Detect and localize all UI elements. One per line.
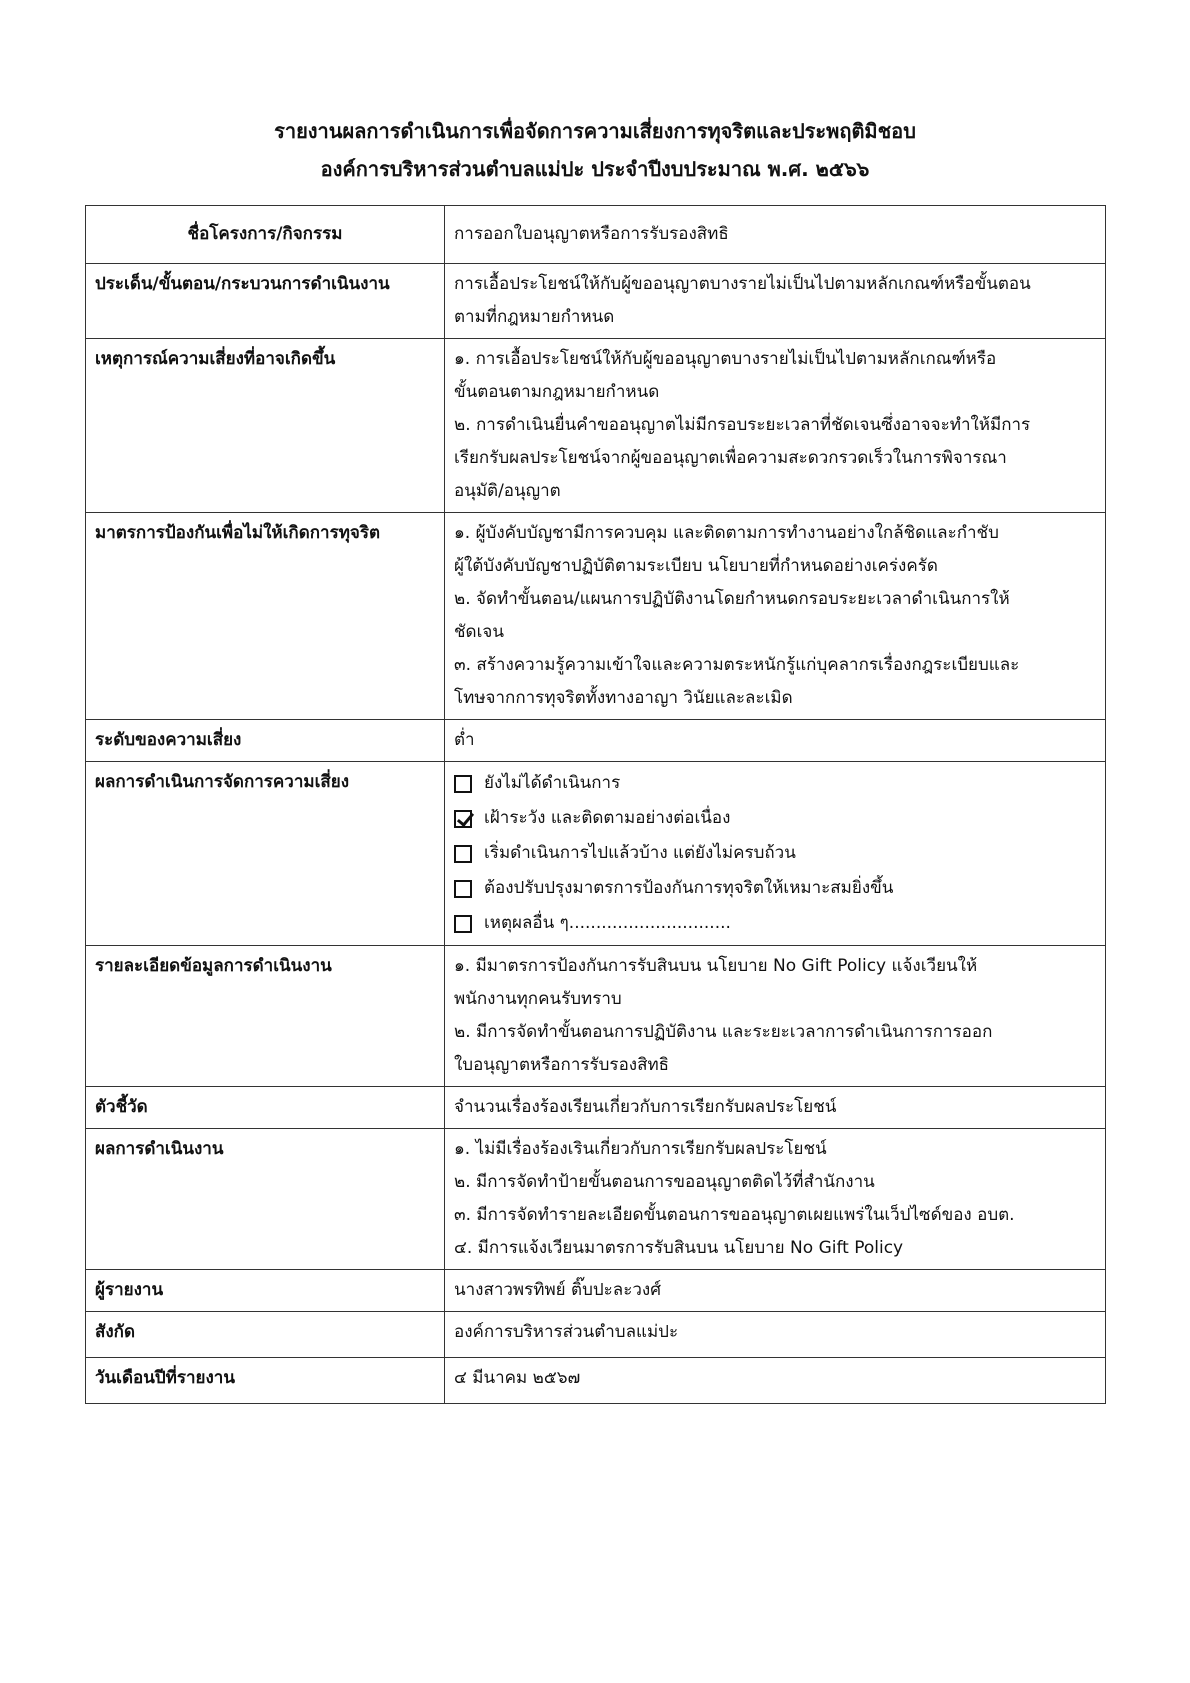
report-title <box>0 112 1190 188</box>
row-reporter <box>86 1270 1106 1312</box>
label-reporter: ผู้รายงาน <box>86 1270 445 1312</box>
row-outcome <box>86 1129 1106 1270</box>
value-reporter: นางสาวพรทิพย์ ติ๊บปะละวงศ์ <box>445 1270 1106 1312</box>
outcome-line-2: ๒. มีการจัดทำป้ายขั้นตอนการขออนุญาตติดไว้ที่สำนักงาน <box>454 1172 875 1192</box>
value-prevention <box>445 513 1106 720</box>
risk-option-4[interactable] <box>454 871 1096 906</box>
checkbox-icon[interactable] <box>454 880 472 898</box>
row-risk-event <box>86 339 1106 513</box>
value-outcome <box>445 1129 1106 1270</box>
risk-event-line-3: ๒. การดำเนินยื่นคำขออนุญาตไม่มีกรอบระยะเวลาที่ชัดเจนซึ่งอาจจะทำให้มีการ <box>454 415 1031 435</box>
checkbox-icon[interactable] <box>454 845 472 863</box>
label-affiliation: สังกัด <box>86 1312 445 1358</box>
checkbox-icon[interactable] <box>454 775 472 793</box>
prevention-line-5: ๓. สร้างความรู้ความเข้าใจและความตระหนักรู้แก่บุคลากรเรื่องกฎระเบียบและ <box>454 655 1020 675</box>
value-risk-event <box>445 339 1106 513</box>
checkbox-checked-icon[interactable] <box>454 810 472 828</box>
risk-option-3-label: เริ่มดำเนินการไปแล้วบ้าง แต่ยังไม่ครบถ้วน <box>484 843 796 863</box>
risk-option-2-label: เฝ้าระวัง และติดตามอย่างต่อเนื่อง <box>484 808 731 828</box>
value-indicator: จำนวนเรื่องร้องเรียนเกี่ยวกับการเรียกรับผลประโยชน์ <box>445 1087 1106 1129</box>
row-details <box>86 946 1106 1087</box>
label-details: รายละเอียดข้อมูลการดำเนินงาน <box>86 946 445 1087</box>
row-affiliation <box>86 1312 1106 1358</box>
label-prevention: มาตรการป้องกันเพื่อไม่ให้เกิดการทุจริต <box>86 513 445 720</box>
label-outcome: ผลการดำเนินงาน <box>86 1129 445 1270</box>
details-line-3: ๒. มีการจัดทำขั้นตอนการปฏิบัติงาน และระยะเวลาการดำเนินการการออก <box>454 1022 993 1042</box>
row-risk-result <box>86 762 1106 946</box>
value-affiliation: องค์การบริหารส่วนตำบลแม่ปะ <box>445 1312 1106 1358</box>
risk-event-line-4: เรียกรับผลประโยชน์จากผู้ขออนุญาตเพื่อความสะดวกรวดเร็วในการพิจารณา <box>454 448 1007 468</box>
report-title-line-2: องค์การบริหารส่วนตำบลแม่ปะ ประจำปีงบประมาณ พ.ศ. ๒๕๖๖ <box>320 157 870 181</box>
risk-option-1[interactable] <box>454 766 1096 801</box>
outcome-line-4: ๔. มีการแจ้งเวียนมาตรการรับสินบน นโยบาย No Gift Policy <box>454 1238 904 1258</box>
row-indicator <box>86 1087 1106 1129</box>
prevention-line-6: โทษจากการทุจริตทั้งทางอาญา วินัยและละเมิด <box>454 688 793 708</box>
risk-option-5-label: เหตุผลอื่น ๆ.............................. <box>484 913 731 933</box>
value-project: การออกใบอนุญาตหรือการรับรองสิทธิ <box>445 206 1106 264</box>
row-risk-level <box>86 720 1106 762</box>
label-project: ชื่อโครงการ/กิจกรรม <box>86 206 445 264</box>
value-issue <box>445 264 1106 339</box>
label-risk-event: เหตุการณ์ความเสี่ยงที่อาจเกิดขึ้น <box>86 339 445 513</box>
value-details <box>445 946 1106 1087</box>
row-report-date <box>86 1358 1106 1404</box>
label-risk-level: ระดับของความเสี่ยง <box>86 720 445 762</box>
row-project <box>86 206 1106 264</box>
value-risk-result <box>445 762 1106 946</box>
risk-option-3[interactable] <box>454 836 1096 871</box>
risk-option-2[interactable] <box>454 801 1096 836</box>
details-line-2: พนักงานทุกคนรับทราบ <box>454 989 622 1009</box>
report-title-line-1: รายงานผลการดำเนินการเพื่อจัดการความเสี่ยงการทุจริตและประพฤติมิชอบ <box>274 119 916 143</box>
outcome-line-1: ๑. ไม่มีเรื่องร้องเรินเกี่ยวกับการเรียกรับผลประโยชน์ <box>454 1139 827 1159</box>
outcome-line-3: ๓. มีการจัดทำรายละเอียดขั้นตอนการขออนุญาตเผยแพร่ในเว็ปไซด์ของ อบต. <box>454 1205 1015 1225</box>
risk-event-line-1: ๑. การเอื้อประโยชน์ให้กับผู้ขออนุญาตบางรายไม่เป็นไปตามหลักเกณฑ์หรือ <box>454 349 997 369</box>
details-line-4: ใบอนุญาตหรือการรับรองสิทธิ <box>454 1055 670 1075</box>
row-prevention <box>86 513 1106 720</box>
prevention-line-3: ๒. จัดทำขั้นตอน/แผนการปฏิบัติงานโดยกำหนดกรอบระยะเวลาดำเนินการให้ <box>454 589 1010 609</box>
risk-event-line-2: ขั้นตอนตามกฎหมายกำหนด <box>454 382 660 402</box>
prevention-line-1: ๑. ผู้บังคับบัญชามีการควบคุม และติดตามการทำงานอย่างใกล้ชิดและกำชับ <box>454 523 999 543</box>
value-risk-level: ต่ำ <box>445 720 1106 762</box>
risk-option-1-label: ยังไม่ได้ดำเนินการ <box>484 773 621 793</box>
report-table <box>85 205 1106 1404</box>
row-issue <box>86 264 1106 339</box>
prevention-line-4: ชัดเจน <box>454 622 504 642</box>
risk-option-5[interactable] <box>454 906 1096 941</box>
value-report-date: ๔ มีนาคม ๒๕๖๗ <box>445 1358 1106 1404</box>
risk-option-4-label: ต้องปรับปรุงมาตรการป้องกันการทุจริตให้เหมาะสมยิ่งขึ้น <box>484 878 894 898</box>
checkbox-icon[interactable] <box>454 915 472 933</box>
issue-line-2: ตามที่กฎหมายกำหนด <box>454 307 615 327</box>
details-line-1: ๑. มีมาตรการป้องกันการรับสินบน นโยบาย No Gift Policy แจ้งเวียนให้ <box>454 956 978 976</box>
label-risk-result: ผลการดำเนินการจัดการความเสี่ยง <box>86 762 445 946</box>
issue-line-1: การเอื้อประโยชน์ให้กับผู้ขออนุญาตบางรายไม่เป็นไปตามหลักเกณฑ์หรือขั้นตอน <box>454 274 1031 294</box>
label-indicator: ตัวชี้วัด <box>86 1087 445 1129</box>
risk-event-line-5: อนุมัติ/อนุญาต <box>454 481 561 501</box>
label-report-date: วันเดือนปีที่รายงาน <box>86 1358 445 1404</box>
prevention-line-2: ผู้ใต้บังคับบัญชาปฏิบัติตามระเบียบ นโยบายที่กำหนดอย่างเคร่งครัด <box>454 556 938 576</box>
label-issue: ประเด็น/ขั้นตอน/กระบวนการดำเนินงาน <box>86 264 445 339</box>
